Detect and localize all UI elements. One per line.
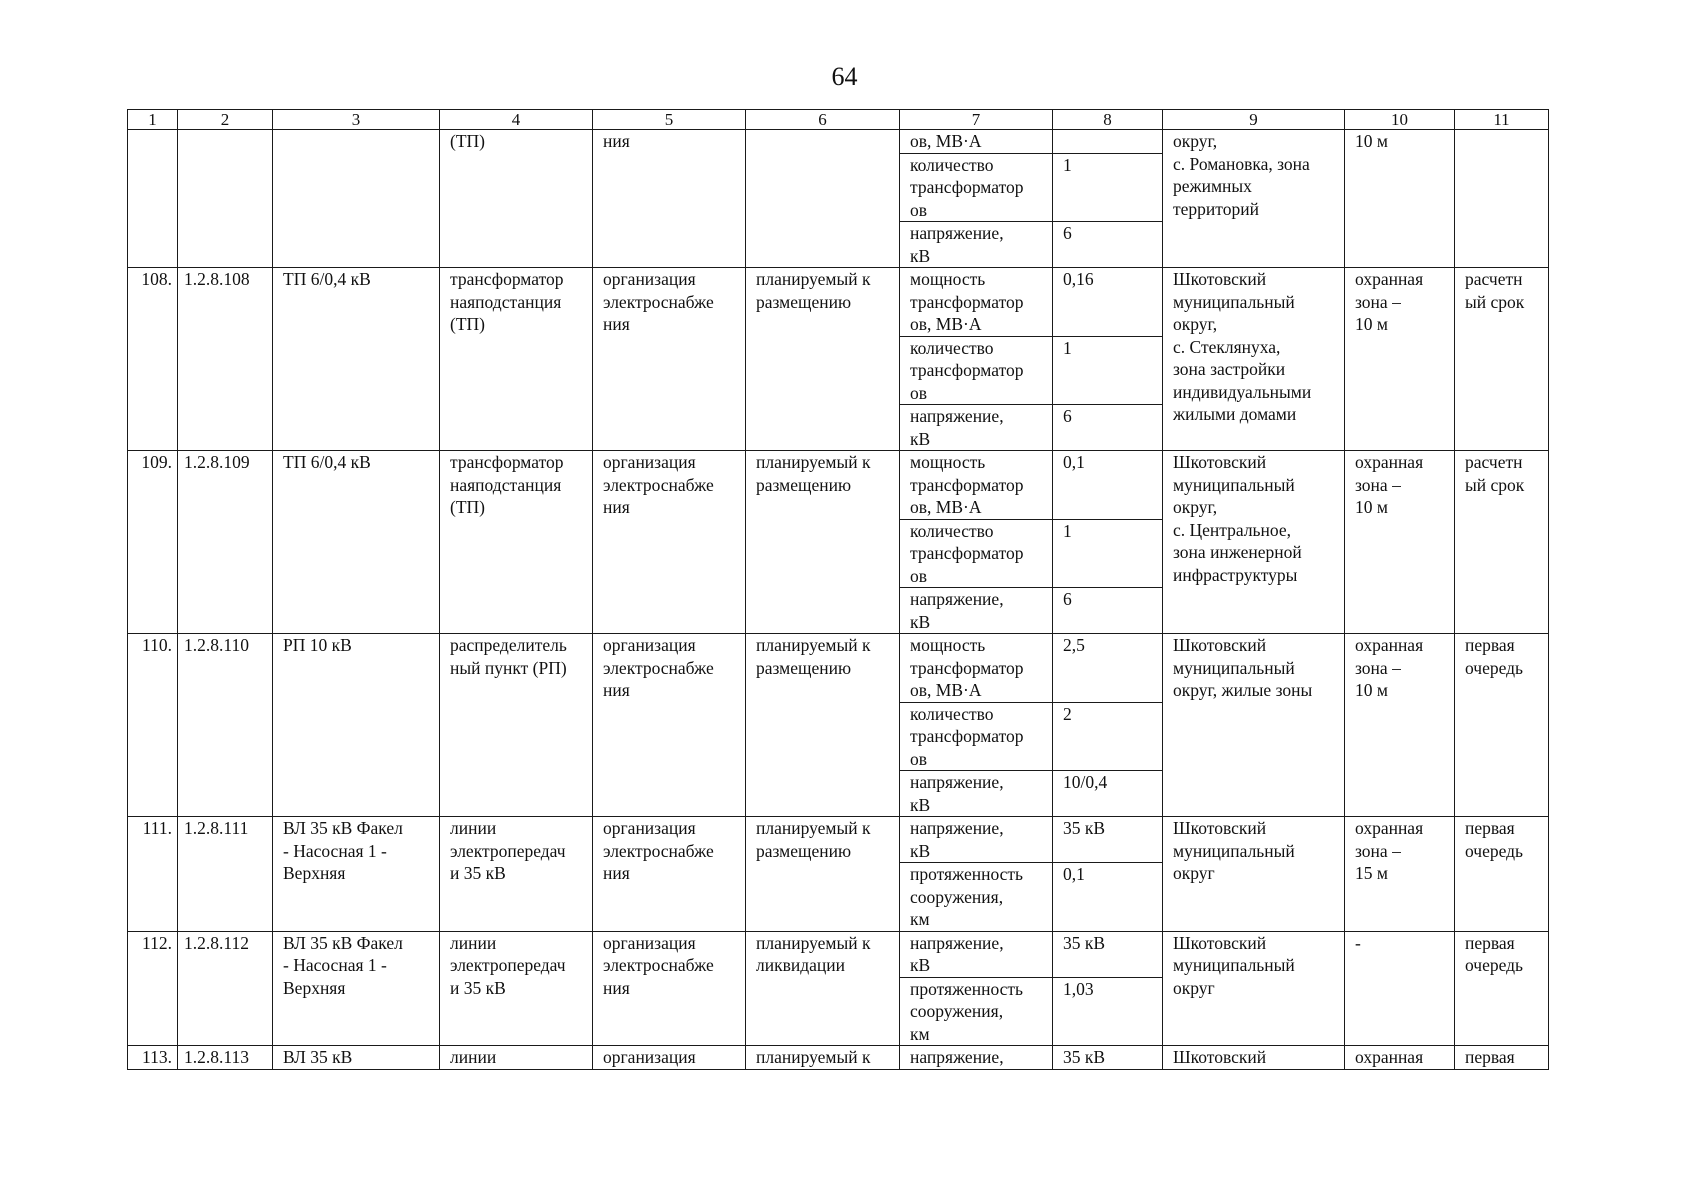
param-value-cell: 0,16: [1053, 268, 1163, 337]
param-value-cell: 6: [1053, 588, 1163, 634]
param-name-cell: протяженность сооружения, км: [900, 977, 1053, 1046]
type-cell: трансформатор наяподстанция (ТП): [440, 268, 593, 451]
zone-cell: охранная зона – 10 м: [1345, 451, 1455, 634]
type-cell: линии: [440, 1046, 593, 1070]
param-value-cell: 35 кВ: [1053, 817, 1163, 863]
name-cell: ВЛ 35 кВ Факел - Насосная 1 - Верхняя: [273, 931, 440, 1046]
name-cell: ТП 6/0,4 кВ: [273, 268, 440, 451]
code-cell: 1.2.8.113: [178, 1046, 273, 1070]
code-cell: 1.2.8.112: [178, 931, 273, 1046]
code-cell: 1.2.8.108: [178, 268, 273, 451]
param-value-cell: 6: [1053, 405, 1163, 451]
name-cell: ВЛ 35 кВ Факел - Насосная 1 - Верхняя: [273, 817, 440, 932]
param-value-cell: 10/0,4: [1053, 771, 1163, 817]
param-value-cell: 6: [1053, 222, 1163, 268]
type-cell: линии электропередач и 35 кВ: [440, 931, 593, 1046]
zone-cell: 10 м: [1345, 130, 1455, 268]
table-row: [128, 1046, 1549, 1070]
location-cell: Шкотовский муниципальный округ, жилые зоны: [1163, 634, 1345, 817]
header-cell: 1: [128, 110, 178, 130]
purpose-cell: организация электроснабже ния: [593, 268, 746, 451]
header-cell: 6: [746, 110, 900, 130]
param-value-cell: 1: [1053, 153, 1163, 222]
term-cell: первая очередь: [1455, 931, 1549, 1046]
param-name-cell: мощность трансформатор ов, МВ·А: [900, 268, 1053, 337]
param-name-cell: напряжение, кВ: [900, 588, 1053, 634]
row-number-cell: 109.: [128, 451, 178, 634]
table-row: [128, 931, 1549, 977]
location-cell: Шкотовский муниципальный округ, с. Центральное, зона инженерной инфраструктуры: [1163, 451, 1345, 634]
purpose-cell: организация электроснабже ния: [593, 817, 746, 932]
name-cell: ТП 6/0,4 кВ: [273, 451, 440, 634]
param-value-cell: 1: [1053, 519, 1163, 588]
param-name-cell: мощность трансформатор ов, МВ·А: [900, 451, 1053, 520]
code-cell: [178, 130, 273, 268]
header-cell: 3: [273, 110, 440, 130]
location-cell: округ, с. Романовка, зона режимных территорий: [1163, 130, 1345, 268]
purpose-cell: ния: [593, 130, 746, 268]
name-cell: ВЛ 35 кВ: [273, 1046, 440, 1070]
param-value-cell: 0,1: [1053, 863, 1163, 932]
zone-cell: охранная: [1345, 1046, 1455, 1070]
row-number-cell: 110.: [128, 634, 178, 817]
purpose-cell: организация: [593, 1046, 746, 1070]
purpose-cell: организация электроснабже ния: [593, 451, 746, 634]
param-value-cell: [1053, 130, 1163, 154]
param-name-cell: напряжение, кВ: [900, 405, 1053, 451]
param-value-cell: 2: [1053, 702, 1163, 771]
zone-cell: охранная зона – 10 м: [1345, 268, 1455, 451]
param-name-cell: напряжение, кВ: [900, 771, 1053, 817]
param-value-cell: 35 кВ: [1053, 931, 1163, 977]
header-cell: 11: [1455, 110, 1549, 130]
location-cell: Шкотовский муниципальный округ: [1163, 931, 1345, 1046]
status-cell: планируемый к ликвидации: [746, 931, 900, 1046]
param-name-cell: количество трансформатор ов: [900, 336, 1053, 405]
param-name-cell: напряжение, кВ: [900, 222, 1053, 268]
row-number-cell: 113.: [128, 1046, 178, 1070]
header-cell: 5: [593, 110, 746, 130]
row-number-cell: [128, 130, 178, 268]
header-cell: 7: [900, 110, 1053, 130]
param-value-cell: 1: [1053, 336, 1163, 405]
term-cell: первая: [1455, 1046, 1549, 1070]
term-cell: расчетн ый срок: [1455, 268, 1549, 451]
location-cell: Шкотовский муниципальный округ, с. Стеклянуха, зона застройки индивидуальными жилыми домами: [1163, 268, 1345, 451]
table-row: [128, 634, 1549, 703]
header-cell: 4: [440, 110, 593, 130]
param-name-cell: количество трансформатор ов: [900, 153, 1053, 222]
status-cell: планируемый к размещению: [746, 817, 900, 932]
table-row: [128, 268, 1549, 337]
page-number: 64: [831, 62, 858, 91]
row-number-cell: 112.: [128, 931, 178, 1046]
location-cell: Шкотовский: [1163, 1046, 1345, 1070]
location-cell: Шкотовский муниципальный округ: [1163, 817, 1345, 932]
header-row: [128, 110, 1549, 130]
term-cell: первая очередь: [1455, 634, 1549, 817]
param-value-cell: 35 кВ: [1053, 1046, 1163, 1070]
type-cell: распределитель ный пункт (РП): [440, 634, 593, 817]
param-value-cell: 2,5: [1053, 634, 1163, 703]
header-cell: 10: [1345, 110, 1455, 130]
row-number-cell: 108.: [128, 268, 178, 451]
code-cell: 1.2.8.111: [178, 817, 273, 932]
type-cell: (ТП): [440, 130, 593, 268]
table-row: [128, 451, 1549, 520]
name-cell: РП 10 кВ: [273, 634, 440, 817]
status-cell: планируемый к размещению: [746, 451, 900, 634]
param-name-cell: количество трансформатор ов: [900, 519, 1053, 588]
header-cell: 2: [178, 110, 273, 130]
param-value-cell: 1,03: [1053, 977, 1163, 1046]
zone-cell: -: [1345, 931, 1455, 1046]
purpose-cell: организация электроснабже ния: [593, 931, 746, 1046]
param-name-cell: количество трансформатор ов: [900, 702, 1053, 771]
table-row: [128, 817, 1549, 863]
type-cell: трансформатор наяподстанция (ТП): [440, 451, 593, 634]
param-name-cell: ов, МВ·А: [900, 130, 1053, 154]
term-cell: [1455, 130, 1549, 268]
zone-cell: охранная зона – 10 м: [1345, 634, 1455, 817]
purpose-cell: организация электроснабже ния: [593, 634, 746, 817]
code-cell: 1.2.8.109: [178, 451, 273, 634]
type-cell: линии электропередач и 35 кВ: [440, 817, 593, 932]
param-name-cell: напряжение, кВ: [900, 931, 1053, 977]
header-cell: 9: [1163, 110, 1345, 130]
continued-row: [128, 130, 1549, 154]
status-cell: планируемый к размещению: [746, 268, 900, 451]
objects-table: [127, 109, 1549, 1070]
zone-cell: охранная зона – 15 м: [1345, 817, 1455, 932]
term-cell: первая очередь: [1455, 817, 1549, 932]
header-cell: 8: [1053, 110, 1163, 130]
param-value-cell: 0,1: [1053, 451, 1163, 520]
name-cell: [273, 130, 440, 268]
status-cell: планируемый к размещению: [746, 634, 900, 817]
param-name-cell: напряжение, кВ: [900, 817, 1053, 863]
term-cell: расчетн ый срок: [1455, 451, 1549, 634]
status-cell: планируемый к: [746, 1046, 900, 1070]
param-name-cell: мощность трансформатор ов, МВ·А: [900, 634, 1053, 703]
code-cell: 1.2.8.110: [178, 634, 273, 817]
row-number-cell: 111.: [128, 817, 178, 932]
param-name-cell: протяженность сооружения, км: [900, 863, 1053, 932]
status-cell: [746, 130, 900, 268]
param-name-cell: напряжение,: [900, 1046, 1053, 1070]
